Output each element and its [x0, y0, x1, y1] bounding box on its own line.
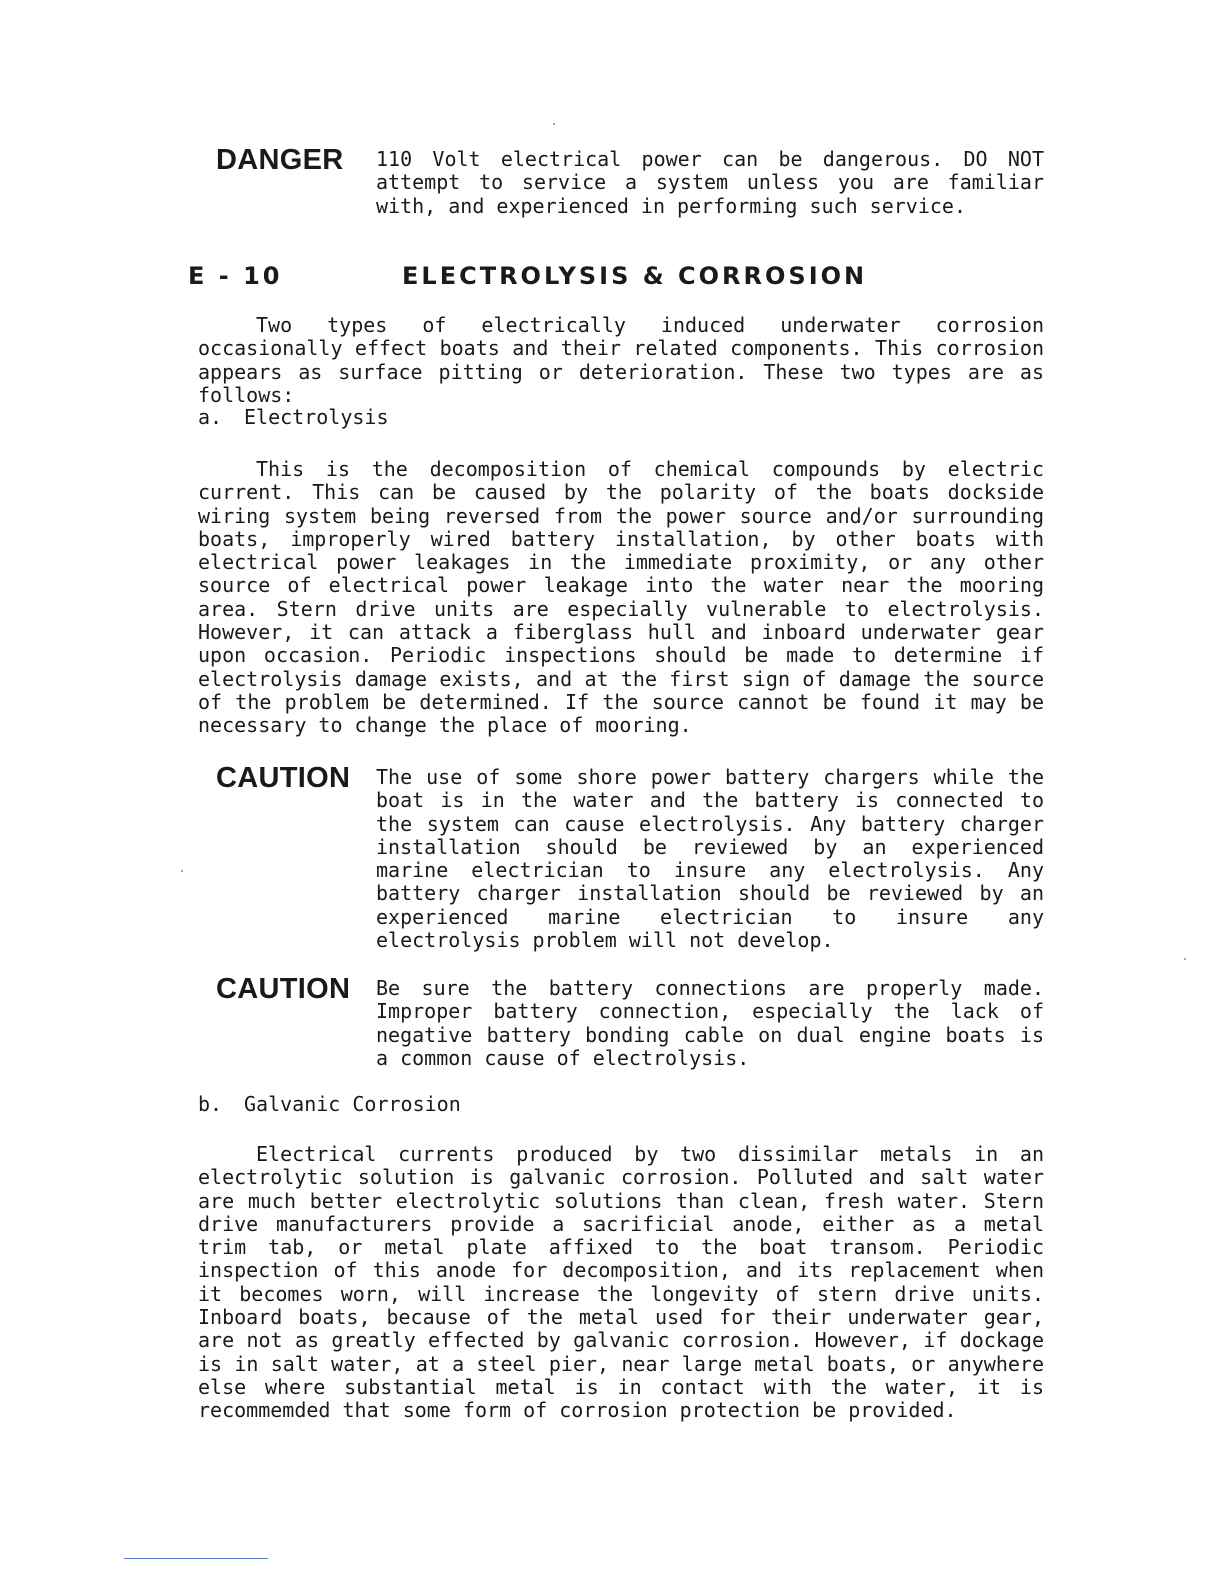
electrolysis-paragraph: This is the decomposition of chemical compounds by electric current. This can be caused by the polarity of the boats dockside wiring system being reversed from the power source and/or surrounding boats, improperly wired battery installation, by other boats with electrical power leakages in the immediate proximity, or any other source of electrical power leakage into the water near the mooring area. Stern drive units are especially vulnerable to electrolysis. However, it can attack a fiberglass hull and inboard underwater gear upon occasion. Periodic inspections should be made to determine if electrolysis damage exists, and at the first sign of damage the source of the problem be determined. If the source cannot be found it may be necessary to change the place of mooring. — [198, 457, 1044, 738]
scan-speck — [1184, 958, 1186, 960]
danger-label: DANGER — [216, 144, 344, 176]
subsection-letter: b. — [198, 1092, 223, 1116]
footer-rule — [124, 1558, 268, 1559]
scan-speck — [181, 870, 183, 872]
subsection-electrolysis-heading — [198, 406, 389, 429]
caution-text: Be sure the battery connections are properly made. Improper battery connection, especially the lack of negative battery bonding cable on dual engine boats is a common cause of electrolysis. — [376, 976, 1044, 1070]
galvanic-paragraph: Electrical currents produced by two dissimilar metals in an electrolytic solution is galvanic corrosion. Polluted and salt water are much better electrolytic solutions than clean, fresh water. Stern drive manufacturers provide a sacrificial anode, either as a metal trim tab, or metal plate affixed to the boat transom. Periodic inspection of this anode for decomposition, and its replacement when it becomes worn, will increase the longevity of stern drive units. Inboard boats, because of the metal used for their underwater gear, are not as greatly effected by galvanic corrosion. However, if dockage is in salt water, at a steel pier, near large metal boats, or anywhere else where substantial metal is in contact with the water, it is recommemded that some form of corrosion protection be provided. — [198, 1142, 1044, 1423]
caution-label: CAUTION — [216, 973, 351, 1005]
intro-paragraph: Two types of electrically induced underwater corrosion occasionally effect boats and their related components. This corrosion appears as surface pitting or deterioration. These two types are as follows: — [198, 313, 1044, 407]
section-title: ELECTROLYSIS & CORROSION — [402, 262, 868, 290]
scan-speck — [553, 123, 555, 125]
section-number: E - 10 — [188, 262, 283, 290]
subsection-title: Electrolysis — [244, 405, 389, 429]
caution-label: CAUTION — [216, 762, 351, 794]
danger-text: 110 Volt electrical power can be dangerous. DO NOT attempt to service a system unless you are familiar with, and experienced in performing such service. — [376, 147, 1044, 218]
subsection-title: Galvanic Corrosion — [244, 1092, 461, 1116]
subsection-letter: a. — [198, 405, 223, 429]
caution-text: The use of some shore power battery chargers while the boat is in the water and the battery is connected to the system can cause electrolysis. Any battery charger installation should be reviewed by an experienced marine electrician to insure any electrolysis. Any battery charger installation should be reviewed by an experienced marine electrician to insure any electrolysis problem will not develop. — [376, 765, 1044, 953]
subsection-galvanic-heading — [198, 1093, 461, 1116]
